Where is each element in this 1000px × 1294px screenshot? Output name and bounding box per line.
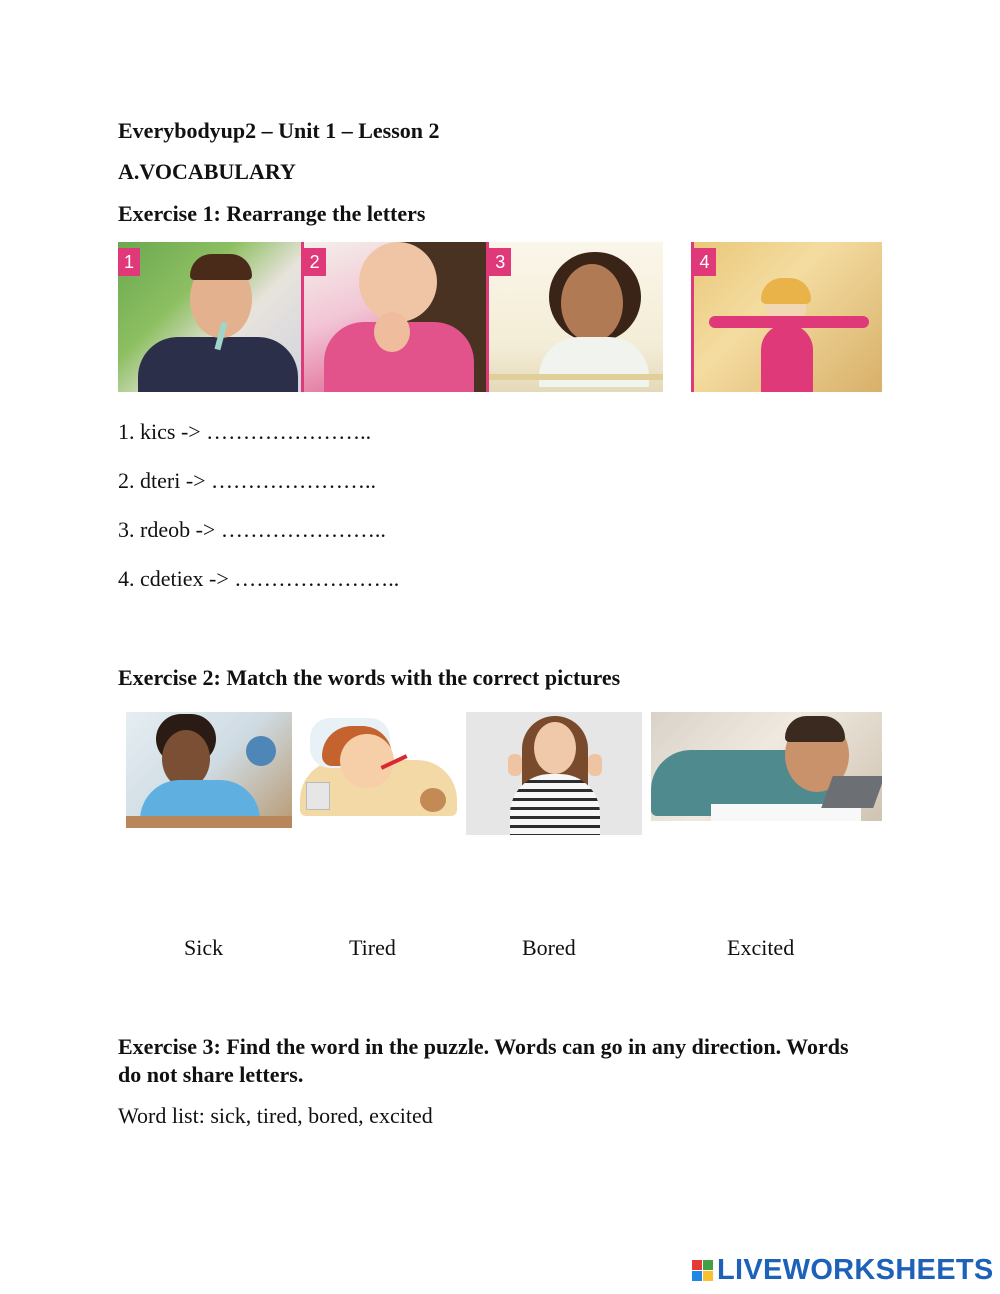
exercise1-title: Exercise 1: Rearrange the letters bbox=[118, 201, 426, 226]
exercise1-item-2: 2. dteri -> ………………….. bbox=[118, 468, 377, 493]
logo-blocks-icon bbox=[692, 1260, 713, 1281]
worksheet-title: Everybodyup2 – Unit 1 – Lesson 2 bbox=[118, 118, 440, 143]
picture-tired-man bbox=[651, 712, 882, 821]
section-heading: A.VOCABULARY bbox=[118, 159, 296, 184]
exercise3-word-list: Word list: sick, tired, bored, excited bbox=[118, 1103, 433, 1128]
picture-sick-cartoon bbox=[300, 712, 457, 816]
picture-excited-woman bbox=[466, 712, 642, 835]
exercise3-title-line2: do not share letters. bbox=[118, 1062, 304, 1087]
liveworksheets-logo[interactable] bbox=[692, 1255, 994, 1285]
logo-text: LIVEWORKSHEETS bbox=[717, 1253, 994, 1286]
exercise1-item-3: 3. rdeob -> ………………….. bbox=[118, 517, 386, 542]
photo-excited-girl bbox=[691, 242, 882, 392]
exercise2-title: Exercise 2: Match the words with the correct pictures bbox=[118, 665, 621, 690]
picture-bored-boy bbox=[126, 712, 292, 828]
exercise1-photo-strip bbox=[118, 242, 882, 392]
picture-number-4: 4 bbox=[694, 248, 716, 276]
match-word-excited: Excited bbox=[727, 935, 795, 960]
exercise1-item-1: 1. kics -> ………………….. bbox=[118, 419, 372, 444]
exercise3-title-line1: Exercise 3: Find the word in the puzzle. Words can go in any direction. Words bbox=[118, 1034, 849, 1059]
photo-sick-boy bbox=[118, 242, 304, 392]
match-word-bored: Bored bbox=[522, 935, 576, 960]
photo-tired-girl bbox=[304, 242, 490, 392]
photo-bored-girl bbox=[489, 242, 663, 392]
match-word-tired: Tired bbox=[349, 935, 396, 960]
match-word-sick: Sick bbox=[184, 935, 224, 960]
exercise1-item-4: 4. cdetiex -> ………………….. bbox=[118, 566, 400, 591]
picture-number-3: 3 bbox=[489, 248, 511, 276]
picture-number-1: 1 bbox=[118, 248, 140, 276]
picture-number-2: 2 bbox=[304, 248, 326, 276]
